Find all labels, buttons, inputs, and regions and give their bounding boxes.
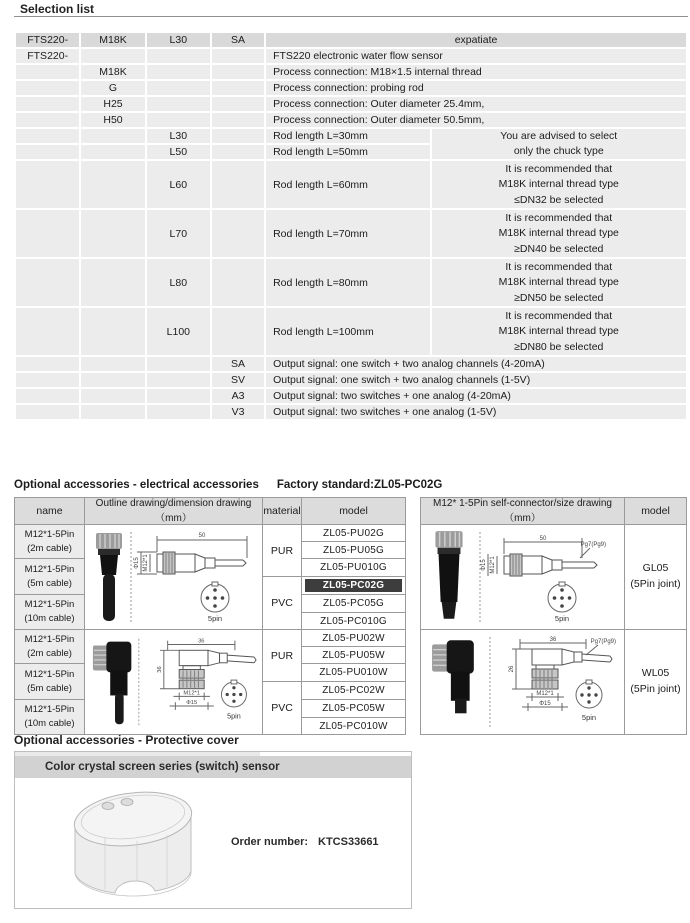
empty-cell [147, 357, 210, 371]
header-self-connector-drawing: M12* 1-5Pin self-connector/size drawing（mm） [421, 498, 625, 525]
wl05-drawing-cell [421, 630, 625, 735]
empty-cell [212, 161, 264, 208]
dim-diameter-label: Φ15 [186, 700, 198, 707]
code-cell: H25 [81, 97, 144, 111]
table-row [15, 525, 406, 542]
table-row [421, 525, 687, 630]
desc-cell: Process connection: M18×1.5 internal thread [266, 65, 686, 79]
code-cell: M18K [81, 65, 144, 79]
empty-cell [81, 405, 144, 419]
desc-cell: Output signal: one switch + two analog channels (1-5V) [266, 373, 686, 387]
dim-length-label: 36 [198, 638, 205, 645]
header-sa: SA [212, 33, 264, 47]
desc-cell: FTS220 electronic water flow sensor [266, 49, 686, 63]
model-cell: ZL05-PU05G [302, 542, 406, 559]
note-cell: It is recommended that M18K internal thread type ≤DN32 be selected [432, 161, 686, 208]
row-fts220 [16, 49, 686, 63]
code-cell: G [81, 81, 144, 95]
angled-connector-drawing-cell [85, 630, 263, 735]
pin-count-label: 5pin [207, 614, 223, 623]
header-m18k: M18K [81, 33, 144, 47]
header-l30: L30 [147, 33, 210, 47]
dim-height-label: 36 [157, 666, 164, 673]
empty-cell [81, 129, 144, 143]
row-v3 [16, 405, 686, 419]
dim-thread-label: M12*1 [536, 691, 554, 697]
cover-hole [121, 799, 133, 806]
protective-cover-heading: Optional accessories - Protective cover [14, 733, 239, 747]
model-cell-highlighted [302, 577, 406, 595]
protective-cover-box [14, 751, 412, 909]
note-cell: It is recommended that M18K internal thread type ≥DN80 be selected [432, 308, 686, 355]
row-l100 [16, 308, 686, 355]
dim-length-label: 36 [549, 637, 557, 643]
empty-cell [16, 389, 79, 403]
desc-cell: Output signal: two switches + one analog (1-5V) [266, 405, 686, 419]
empty-cell [81, 145, 144, 159]
material-pur-cell: PUR [263, 630, 302, 682]
header-expatiate: expatiate [266, 33, 686, 47]
row-sa [16, 357, 686, 371]
empty-cell [81, 161, 144, 208]
code-cell: L80 [147, 259, 210, 306]
factory-standard-model-badge: ZL05-PC02G [305, 579, 402, 592]
model-cell: ZL05-PC05G [302, 595, 406, 613]
empty-cell [147, 81, 210, 95]
model-cell: ZL05-PU02G [302, 525, 406, 542]
row-l80 [16, 259, 686, 306]
empty-cell [212, 145, 264, 159]
empty-cell [212, 308, 264, 355]
dim-height-label: 26 [509, 665, 515, 673]
header-material: material [263, 498, 302, 525]
angled-joint-photo [427, 634, 481, 730]
empty-cell [147, 49, 210, 63]
empty-cell [212, 113, 264, 127]
desc-cell: Process connection: Outer diameter 25.4mm, [266, 97, 686, 111]
empty-cell [16, 129, 79, 143]
section-divider [14, 16, 688, 17]
table-row [15, 630, 406, 647]
empty-cell [16, 373, 79, 387]
empty-cell [16, 145, 79, 159]
empty-cell [212, 210, 264, 257]
cable-table-header-row [15, 498, 406, 525]
pin-count-label: 5pin [227, 711, 241, 721]
desc-cell: Rod length L=30mm [266, 129, 429, 143]
name-cell-2m: M12*1-5Pin (2m cable) [15, 525, 85, 559]
gl05-drawing-cell [421, 525, 625, 630]
straight-connector-drawing-cell [85, 525, 263, 630]
empty-cell [81, 210, 144, 257]
model-cell-gl05: GL05 (5Pin joint) [625, 525, 687, 630]
protective-cover-body [15, 778, 411, 906]
empty-cell [16, 113, 79, 127]
desc-cell: Rod length L=70mm [266, 210, 429, 257]
row-h25 [16, 97, 686, 111]
note-cell: It is recommended that M18K internal thread type ≥DN40 be selected [432, 210, 686, 257]
electrical-accessories-heading [14, 479, 442, 491]
empty-cell [147, 113, 210, 127]
dim-length-label: 50 [198, 533, 206, 539]
cable-accessories-table [14, 497, 406, 735]
empty-cell [212, 97, 264, 111]
electrical-accessories-title: Optional accessories - electrical accessories [14, 479, 259, 491]
name-cell-5m: M12*1-5Pin (5m cable) [15, 664, 85, 700]
empty-cell [16, 357, 79, 371]
empty-cell [147, 405, 210, 419]
selection-list-title: Selection list [20, 2, 95, 16]
model-cell: ZL05-PU02W [302, 630, 406, 647]
name-cell-2m: M12*1-5Pin (2m cable) [15, 630, 85, 664]
header-name: name [15, 498, 85, 525]
row-m18k [16, 65, 686, 79]
header-fts220: FTS220- [16, 33, 79, 47]
name-cell-5m: M12*1-5Pin (5m cable) [15, 559, 85, 595]
material-pvc-cell: PVC [263, 682, 302, 735]
straight-connector-photo [91, 531, 127, 623]
header-model: model [625, 498, 687, 525]
empty-cell [147, 389, 210, 403]
angled-connector-dimension-drawing [135, 633, 262, 731]
code-cell: SA [212, 357, 264, 371]
selection-table [14, 31, 688, 421]
empty-cell [16, 210, 79, 257]
model-cell: ZL05-PC02W [302, 682, 406, 700]
gland-label: Pg7(Pg9) [580, 542, 606, 548]
empty-cell [16, 259, 79, 306]
code-cell: L100 [147, 308, 210, 355]
empty-cell [16, 161, 79, 208]
empty-cell [81, 308, 144, 355]
empty-cell [16, 81, 79, 95]
row-sv [16, 373, 686, 387]
header-drawing: Outline drawing/dimension drawing（mm） [85, 498, 263, 525]
empty-cell [16, 65, 79, 79]
model-cell: ZL05-PU010G [302, 559, 406, 577]
material-pur-cell: PUR [263, 525, 302, 577]
factory-standard-label: Factory standard:ZL05-PC02G [276, 479, 443, 491]
code-cell: L60 [147, 161, 210, 208]
material-pvc-cell: PVC [263, 577, 302, 630]
code-cell: SV [212, 373, 264, 387]
desc-cell: Process connection: Outer diameter 50.5mm, [266, 113, 686, 127]
model-cell-wl05: WL05 (5Pin joint) [625, 630, 687, 735]
empty-cell [212, 49, 264, 63]
header-model: model [302, 498, 406, 525]
name-cell-10m: M12*1-5Pin (10m cable) [15, 700, 85, 735]
note-cell: It is recommended that M18K internal thread type ≥DN50 be selected [432, 259, 686, 306]
self-connector-header-row [421, 498, 687, 525]
note-cell-chuck: You are advised to select only the chuck type [432, 129, 686, 159]
order-number-value: KTCS33661 [318, 836, 379, 848]
desc-cell: Rod length L=80mm [266, 259, 429, 306]
empty-cell [16, 308, 79, 355]
angled-connector-photo [91, 636, 135, 728]
selection-header-row [16, 33, 686, 47]
dim-diameter-label: Φ15 [134, 557, 140, 569]
row-l30 [16, 129, 686, 143]
empty-cell [212, 81, 264, 95]
empty-cell [147, 97, 210, 111]
empty-cell [212, 129, 264, 143]
empty-cell [147, 373, 210, 387]
dim-diameter-label: Φ15 [481, 559, 487, 571]
model-cell: ZL05-PC010G [302, 613, 406, 630]
dim-thread-label: M12*1 [183, 690, 201, 697]
empty-cell [16, 97, 79, 111]
desc-cell: Output signal: one switch + two analog channels (4-20mA) [266, 357, 686, 371]
row-l60 [16, 161, 686, 208]
row-a3 [16, 389, 686, 403]
dim-length-label: 50 [539, 536, 547, 542]
desc-cell: Rod length L=100mm [266, 308, 429, 355]
empty-cell [81, 49, 144, 63]
angled-joint-dimension-drawing [481, 633, 623, 731]
model-cell: ZL05-PU010W [302, 664, 406, 682]
order-number-line [231, 836, 379, 848]
desc-cell: Process connection: probing rod [266, 81, 686, 95]
row-g [16, 81, 686, 95]
pin-count-label: 5pin [581, 713, 597, 722]
row-h50 [16, 113, 686, 127]
empty-cell [81, 389, 144, 403]
dim-thread-label: M12*1 [143, 554, 149, 572]
empty-cell [81, 357, 144, 371]
empty-cell [81, 373, 144, 387]
code-cell: A3 [212, 389, 264, 403]
desc-cell: Rod length L=60mm [266, 161, 429, 208]
code-cell: FTS220- [16, 49, 79, 63]
pin-count-label: 5pin [554, 614, 570, 623]
empty-cell [212, 65, 264, 79]
dim-thread-label: M12*1 [490, 556, 496, 574]
name-cell-10m: M12*1-5Pin (10m cable) [15, 595, 85, 630]
desc-cell: Output signal: two switches + one analog (4-20mA) [266, 389, 686, 403]
protective-cover-box-title: Color crystal screen series (switch) sensor [15, 756, 411, 778]
dim-diameter-label: Φ15 [539, 701, 551, 707]
empty-cell [16, 405, 79, 419]
empty-cell [212, 259, 264, 306]
model-cell: ZL05-PC010W [302, 718, 406, 735]
cover-hole [102, 803, 114, 810]
code-cell: V3 [212, 405, 264, 419]
model-cell: ZL05-PU05W [302, 647, 406, 664]
model-cell: ZL05-PC05W [302, 700, 406, 718]
straight-joint-photo [427, 529, 471, 625]
straight-connector-dimension-drawing [127, 528, 259, 626]
desc-cell: Rod length L=50mm [266, 145, 429, 159]
code-cell: L30 [147, 129, 210, 143]
empty-cell [81, 259, 144, 306]
protective-cover-image [53, 781, 213, 903]
order-number-label: Order number: [231, 836, 309, 848]
code-cell: L50 [147, 145, 210, 159]
gland-label: Pg7(Pg9) [590, 639, 616, 645]
code-cell: H50 [81, 113, 144, 127]
empty-cell [147, 65, 210, 79]
table-row [421, 630, 687, 735]
straight-joint-dimension-drawing [471, 528, 613, 626]
code-cell: L70 [147, 210, 210, 257]
row-l70 [16, 210, 686, 257]
self-connector-table [420, 497, 687, 735]
